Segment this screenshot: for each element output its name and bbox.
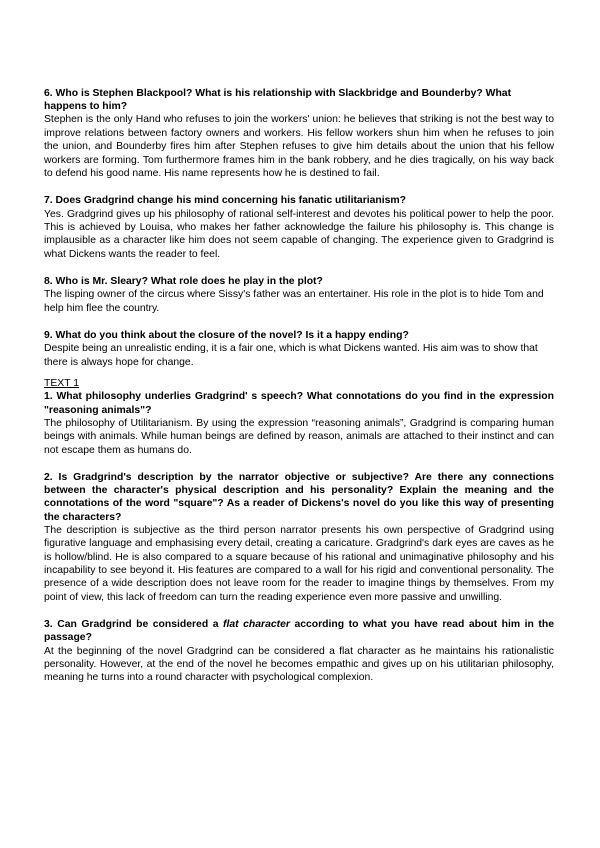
text1-question-2: 2. Is Gradgrind's description by the narrator objective or subjective? Are there any connections between the character's physical description and his personality? Explain the meaning and the connotations of the word "square"? As a reader of Dickens's novel do you like this way of presenting the characters?: [44, 471, 554, 523]
text1-question-1: 1. What philosophy underlies Gradgrind' s speech? What connotations do you find in the expression "reasoning animals"?: [44, 391, 554, 416]
text1-qa-2: [44, 471, 554, 604]
text1-question-3-emphasis: flat character: [223, 619, 290, 631]
answer-6: Stephen is the only Hand who refuses to join the workers' union: he believes that striking is not the best way to improve relations between factory owners and workers. His fellow workers shun him when he refuses to join the union, and Bounderby fires him after Stephen refuses to give him details about the union that his fellow workers are forming. Tom furthermore frames him in the bank robbery, and he dies tragically, on his way back to defend his good name. His name represents how he is destined to fail.: [44, 114, 554, 180]
answer-7: Yes. Gradgrind gives up his philosophy of rational self-interest and devotes his political power to help the poor. This is achieved by Louisa, who makes her father acknowledge the failure his philosophy is. This change is implausible as a character like him does not seem capable of changing. The experience given to Gradgrind is what Dickens wants the reader to feel.: [44, 208, 554, 260]
qa-item-9: [44, 329, 554, 369]
question-7: 7. Does Gradgrind change his mind concerning his fanatic utilitarianism?: [44, 195, 407, 207]
section-heading-text1: TEXT 1: [44, 378, 80, 390]
question-8: 8. Who is Mr. Sleary? What role does he play in the plot?: [44, 276, 323, 288]
question-6: 6. Who is Stephen Blackpool? What is his relationship with Slackbridge and Bounderby? What happens to him?: [44, 88, 512, 113]
qa-item-6: [44, 87, 554, 180]
text1-question-3-prefix: 3. Can Gradgrind be considered a: [44, 619, 224, 631]
text1-answer-2: The description is subjective as the third person narrator presents his own perspective of Gradgrind using figurative language and emphasising every detail, creating a caricature. Gradgrind's dark eyes are caves as he is hollow/blind. He is also compared to a square because of his rational and unimaginative philosophy and his incapability to see beyond it. His features are compared to a wall for his rigid and conventional personality. The presence of a wide description does not leave room for the reader to imagine things by themselves. From my point of view, this lack of freedom can turn the reading experience even more passive and unwilling.: [44, 524, 554, 603]
text1-answer-3: At the beginning of the novel Gradgrind can be considered a flat character as he maintains his rationalistic personality. However, at the end of the novel he becomes empathic and gives up on his utilitarian philosophy, meaning he turns into a round character with psychological complexion.: [44, 645, 554, 684]
question-9: 9. What do you think about the closure of the novel? Is it a happy ending?: [44, 330, 409, 342]
text1-question-3-suffix: according to what you have read about him in the passage?: [44, 619, 554, 644]
qa-item-8: [44, 275, 554, 315]
answer-9: Despite being an unrealistic ending, it is a fair one, which is what Dickens wanted. His aim was to show that there is always hope for change.: [44, 343, 538, 368]
qa-item-7: [44, 194, 554, 261]
answer-8: The lisping owner of the circus where Sissy's father was an entertainer. His role in the plot is to hide Tom and help him flee the country.: [44, 289, 544, 314]
text1-answer-1: The philosophy of Utilitarianism. By using the expression “reasoning animals”, Gradgrind is comparing human beings with animals. While human beings are defined by reason, animals are attached to their instinct and can not escape them as humans do.: [44, 417, 554, 456]
text1-qa-1: [44, 390, 554, 457]
text1-question-3: [44, 618, 554, 644]
text1-qa-3: [44, 618, 554, 685]
